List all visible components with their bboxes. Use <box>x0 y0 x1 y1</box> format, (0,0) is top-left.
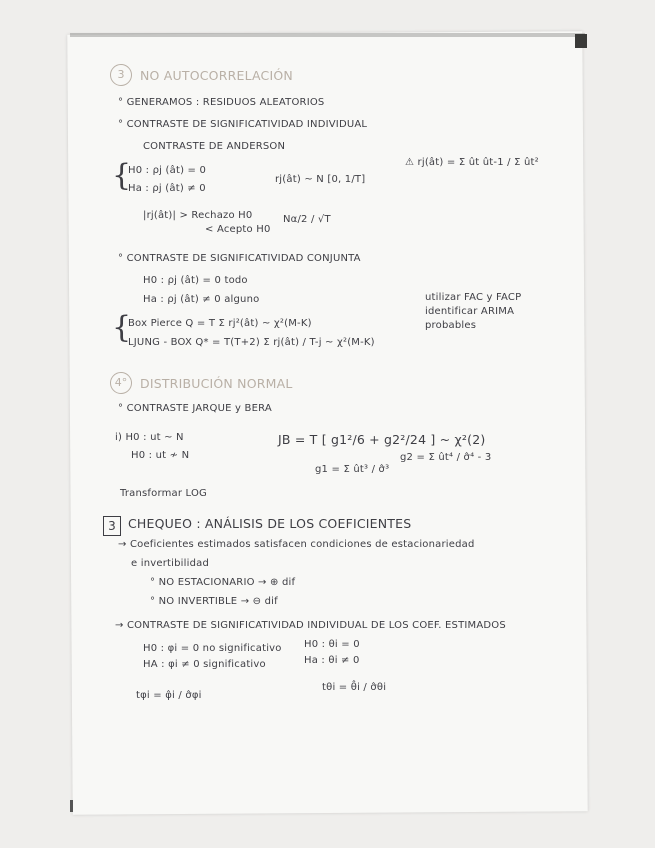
g1-formula: g1 = Σ ût³ / σ̂³ <box>315 464 390 475</box>
bullet-joint: ° CONTRASTE DE SIGNIFICATIVIDAD CONJUNTA <box>118 253 361 264</box>
h0-anderson: H0 : ρj (ât) = 0 <box>128 165 207 176</box>
t-theta: tθi = θ̂i / σ̂θi <box>322 682 387 693</box>
individual-significance: → CONTRASTE DE SIGNIFICATIVIDAD INDIVIDUAL DE LOS COEF. ESTIMADOS <box>115 620 506 631</box>
jb-formula: JB = T [ g1²/6 + g2²/24 ] ~ χ²(2) <box>278 432 486 447</box>
ha-anderson: Ha : ρj (ât) ≠ 0 <box>128 183 206 194</box>
rejection-rule: |rj(ât)| > Rechazo H0 <box>143 210 253 221</box>
critical-value: Nα/2 / √T <box>283 214 331 225</box>
note-fac: utilizar FAC y FACP <box>425 292 522 303</box>
edge-mark <box>70 800 73 812</box>
invertibility-line: e invertibilidad <box>131 558 210 569</box>
section-title-chequeo: CHEQUEO : ANÁLISIS DE LOS COEFICIENTES <box>128 516 412 531</box>
acceptance-rule: < Acepto H0 <box>205 224 271 235</box>
h0-joint: H0 : ρj (ât) = 0 todo <box>143 275 248 286</box>
intro-line: ° GENERAMOS : RESIDUOS ALEATORIOS <box>118 97 325 108</box>
bullet-jarque-bera: ° CONTRASTE JARQUE y BERA <box>118 403 272 414</box>
section-title-autocorrelation: NO AUTOCORRELACIÓN <box>140 68 293 83</box>
coefficients-line: → Coeficientes estimados satisfacen condiciones de estacionariedad <box>118 539 475 550</box>
h0-phi: H0 : φi = 0 no significativo <box>143 643 282 654</box>
binder-clip <box>575 34 587 48</box>
note-arima: identificar ARIMA <box>425 306 515 317</box>
h0-normal: i) H0 : ut ~ N <box>115 432 184 443</box>
hypothesis-brace: { <box>112 158 132 193</box>
section-number-circle-4: 4° <box>110 372 132 394</box>
ha-joint: Ha : ρj (ât) ≠ 0 alguno <box>143 294 260 305</box>
section-number-box: 3 <box>103 516 121 536</box>
autocorrelation-formula: ⚠ rj(ât) = Σ ût ût-1 / Σ ût² <box>405 157 539 168</box>
anderson-subtitle: CONTRASTE DE ANDERSON <box>143 141 286 152</box>
ha-phi: HA : φi ≠ 0 significativo <box>143 659 266 670</box>
non-stationary: ° NO ESTACIONARIO → ⊕ dif <box>150 577 296 588</box>
transform-log: Transformar LOG <box>120 488 207 499</box>
bullet-individual: ° CONTRASTE DE SIGNIFICATIVIDAD INDIVIDUAL <box>118 119 368 130</box>
ha-normal: H0 : ut ≁ N <box>131 450 190 461</box>
ha-theta: Ha : θi ≠ 0 <box>304 655 360 666</box>
non-invertible: ° NO INVERTIBLE → ⊖ dif <box>150 596 278 607</box>
g2-formula: g2 = Σ ût⁴ / σ̂⁴ - 3 <box>400 452 492 463</box>
ljung-box: LJUNG - BOX Q* = T(T+2) Σ rj(ât) / T-j ~ χ²(M-K) <box>128 337 375 348</box>
anderson-distribution: rj(ât) ~ N [0, 1/T] <box>275 174 366 185</box>
note-probables: probables <box>425 320 477 331</box>
t-phi: tφi = φ̂i / σ̂φi <box>136 690 202 701</box>
h0-theta: H0 : θi = 0 <box>304 639 360 650</box>
test-brace: { <box>112 310 132 345</box>
box-pierce: Box Pierce Q = T Σ rj²(ât) ~ χ²(M-K) <box>128 318 312 329</box>
section-title-normal: DISTRIBUCIÓN NORMAL <box>140 376 293 391</box>
sheet-top-edge <box>70 33 585 37</box>
section-number-circle: 3 <box>110 64 132 86</box>
